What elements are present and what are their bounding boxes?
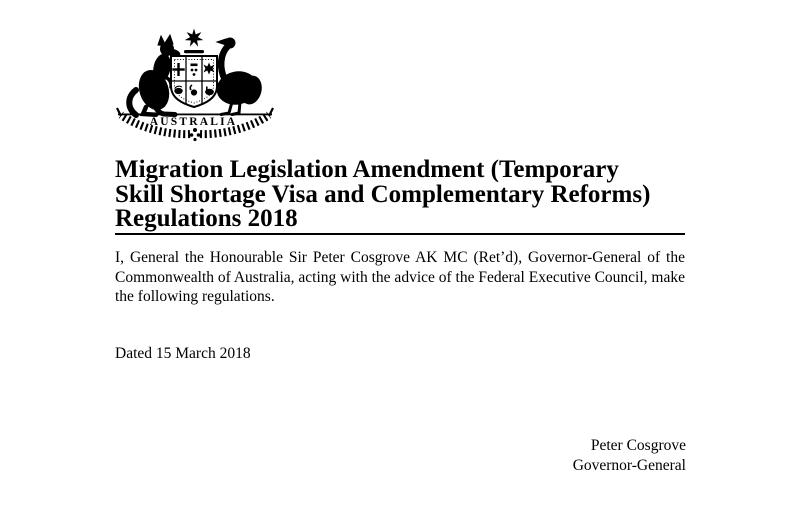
dated-line: Dated 15 March 2018 <box>115 345 251 362</box>
signature-block <box>573 436 686 476</box>
preamble-paragraph: I, General the Honourable Sir Peter Cosgrove AK MC (Ret’d), Governor-General of the Commonwealth of Australia, acting with the advice of the Federal Executive Council, make the following regulations. <box>115 249 685 305</box>
document-title <box>115 158 685 235</box>
emu-icon <box>214 38 264 115</box>
shield-icon <box>171 56 217 107</box>
signatory-name: Peter Cosgrove <box>590 437 686 454</box>
title-line-1: Migration Legislation Amendment (Temporary <box>115 156 619 183</box>
title-line-2: Skill Shortage Visa and Complementary Reforms) <box>115 180 651 208</box>
title-line-3: Regulations 2018 <box>115 205 298 232</box>
australian-coat-of-arms <box>112 28 278 142</box>
commonwealth-star-icon <box>184 29 204 54</box>
signatory-role: Governor-General <box>572 457 686 474</box>
australia-banner-text: AUSTRALIA <box>149 116 238 128</box>
